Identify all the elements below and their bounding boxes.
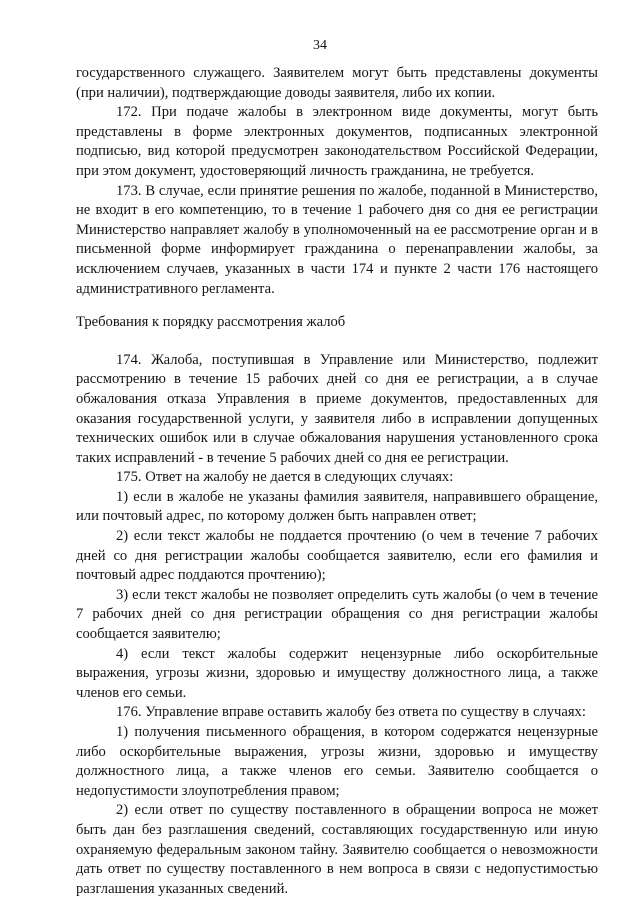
- paragraph-continuation: государственного служащего. Заявителем могут быть представлены документы (при наличии), подтверждающие доводы заявителя, либо их копии.: [76, 65, 598, 101]
- paragraph-176: 176. Управление вправе оставить жалобу без ответа по существу в случаях:: [116, 704, 586, 721]
- paragraph-175-item-2: 2) если текст жалобы не поддается прочтению (о чем в течение 7 рабочих дней со дня регистрации жалобы сообщается заявителю, если его фамилия и почтовый адрес поддаются прочтению);: [76, 528, 598, 584]
- paragraph-174: 174. Жалоба, поступившая в Управление или Министерство, подлежит рассмотрению в течение 15 рабочих дней со дня ее регистрации, а в случае обжалования отказа Управления в приеме документов, предоставленных для оказания государственной услуги, у заявителя либо в исправлении допущенных технических ошибок или в случае обжалования нарушения установленного срока таких исправлений - в течение 5 рабочих дней со дня ее регистрации.: [76, 351, 598, 466]
- paragraph-173: 173. В случае, если принятие решения по жалобе, поданной в Министерство, не входит в его компетенцию, то в течение 1 рабочего дня со дня ее регистрации Министерство направляет жалобу в уполномоченный на ее рассмотрение орган и в письменной форме информирует гражданина о перенаправлении жалобы, за исключением случаев, указанных в части 174 и пункте 2 части 176 настоящего административного регламента.: [76, 182, 598, 297]
- paragraph-175: 175. Ответ на жалобу не дается в следующих случаях:: [116, 469, 454, 486]
- document-body: [76, 64, 598, 899]
- section-heading: Требования к порядку рассмотрения жалоб: [76, 314, 346, 331]
- paragraph-175-item-3: 3) если текст жалобы не позволяет определить суть жалобы (о чем в течение 7 рабочих дней со дня регистрации обращения со дня регистрации жалобы сообщается заявителю;: [76, 586, 598, 643]
- paragraph-175-item-4: 4) если текст жалобы содержит нецензурные либо оскорбительные выражения, угрозы жизни, здоровью и имуществу должностного лица, а также членов его семьи.: [76, 645, 598, 701]
- paragraph-172: 172. При подаче жалобы в электронном виде документы, могут быть представлены в форме электронных документов, подписанных электронной подписью, вид которой предусмотрен законодательством Российской Федерации, при этом документ, удостоверяющий личность гражданина, не требуется.: [76, 104, 598, 179]
- paragraph-176-item-2: 2) если ответ по существу поставленного в обращении вопроса не может быть дан без разглашения сведений, составляющих государственную или иную охраняемую федеральным законом тайну. Заявителю сообщается о невозможности дать ответ по существу поставленного в нем вопроса в связи с недопустимостью разглашения указанных сведений.: [76, 802, 598, 897]
- paragraph-175-item-1: 1) если в жалобе не указаны фамилия заявителя, направившего обращение, или почтовый адрес, по которому должен быть направлен ответ;: [76, 488, 598, 525]
- paragraph-176-item-1: 1) получения письменного обращения, в котором содержатся нецензурные либо оскорбительные выражения, угрозы жизни, здоровью и имуществу должностного лица, а также членов его семьи. Заявителю сообщается о недопустимости злоупотребления правом;: [76, 724, 598, 799]
- page-number: 34: [313, 38, 327, 53]
